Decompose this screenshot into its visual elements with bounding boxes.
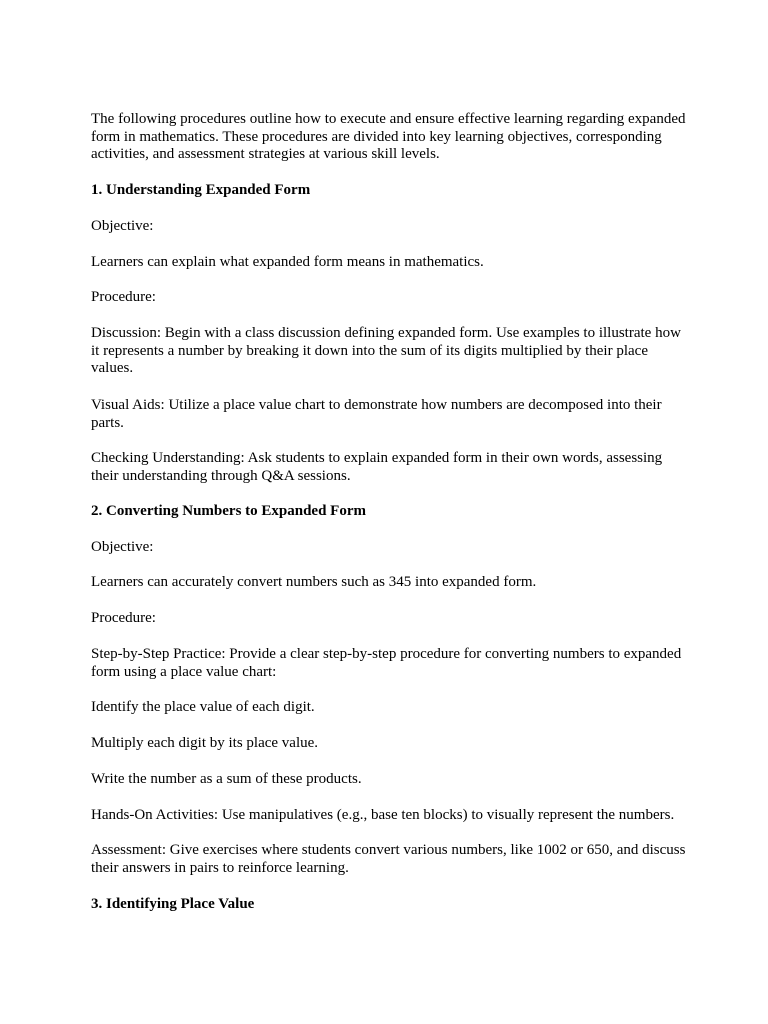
section-2-procedure-label: Procedure:: [91, 610, 156, 626]
section-1-procedure-label: Procedure:: [91, 289, 156, 305]
section-2-step-practice: Step-by-Step Practice: Provide a clear step-by-step procedure for converting numbers to expanded form using a place value chart:: [91, 646, 682, 680]
section-1-objective-text: Learners can explain what expanded form means in mathematics.: [91, 254, 484, 270]
section-1-discussion: Discussion: Begin with a class discussion defining expanded form. Use examples to illustrate how it represents a number by breaking it down into the sum of its digits multiplied by their place values.: [91, 325, 681, 376]
intro-paragraph: The following procedures outline how to execute and ensure effective learning regarding expanded form in mathematics. These procedures are divided into key learning objectives, corresponding activities, and assessment strategies at various skill levels.: [91, 111, 686, 162]
section-1-visual-aids: Visual Aids: Utilize a place value chart to demonstrate how numbers are decomposed into their parts.: [91, 397, 662, 431]
section-2-objective-text: Learners can accurately convert numbers such as 345 into expanded form.: [91, 574, 537, 590]
section-2-objective-label: Objective:: [91, 539, 154, 555]
section-2-step-2: Multiply each digit by its place value.: [91, 735, 319, 751]
section-2-heading: 2. Converting Numbers to Expanded Form: [91, 503, 367, 519]
section-3-heading: 3. Identifying Place Value: [91, 896, 255, 912]
section-1-checking-understanding: Checking Understanding: Ask students to explain expanded form in their own words, assessing their understanding through Q&A sessions.: [91, 450, 663, 484]
section-2-step-1: Identify the place value of each digit.: [91, 699, 315, 715]
section-2-step-3: Write the number as a sum of these products.: [91, 771, 362, 787]
section-1-objective-label: Objective:: [91, 218, 154, 234]
section-2-assessment: Assessment: Give exercises where students convert various numbers, like 1002 or 650, and discuss their answers in pairs to reinforce learning.: [91, 842, 686, 876]
section-1-heading: 1. Understanding Expanded Form: [91, 182, 311, 198]
section-2-hands-on: Hands-On Activities: Use manipulatives (e.g., base ten blocks) to visually represent the numbers.: [91, 807, 675, 823]
